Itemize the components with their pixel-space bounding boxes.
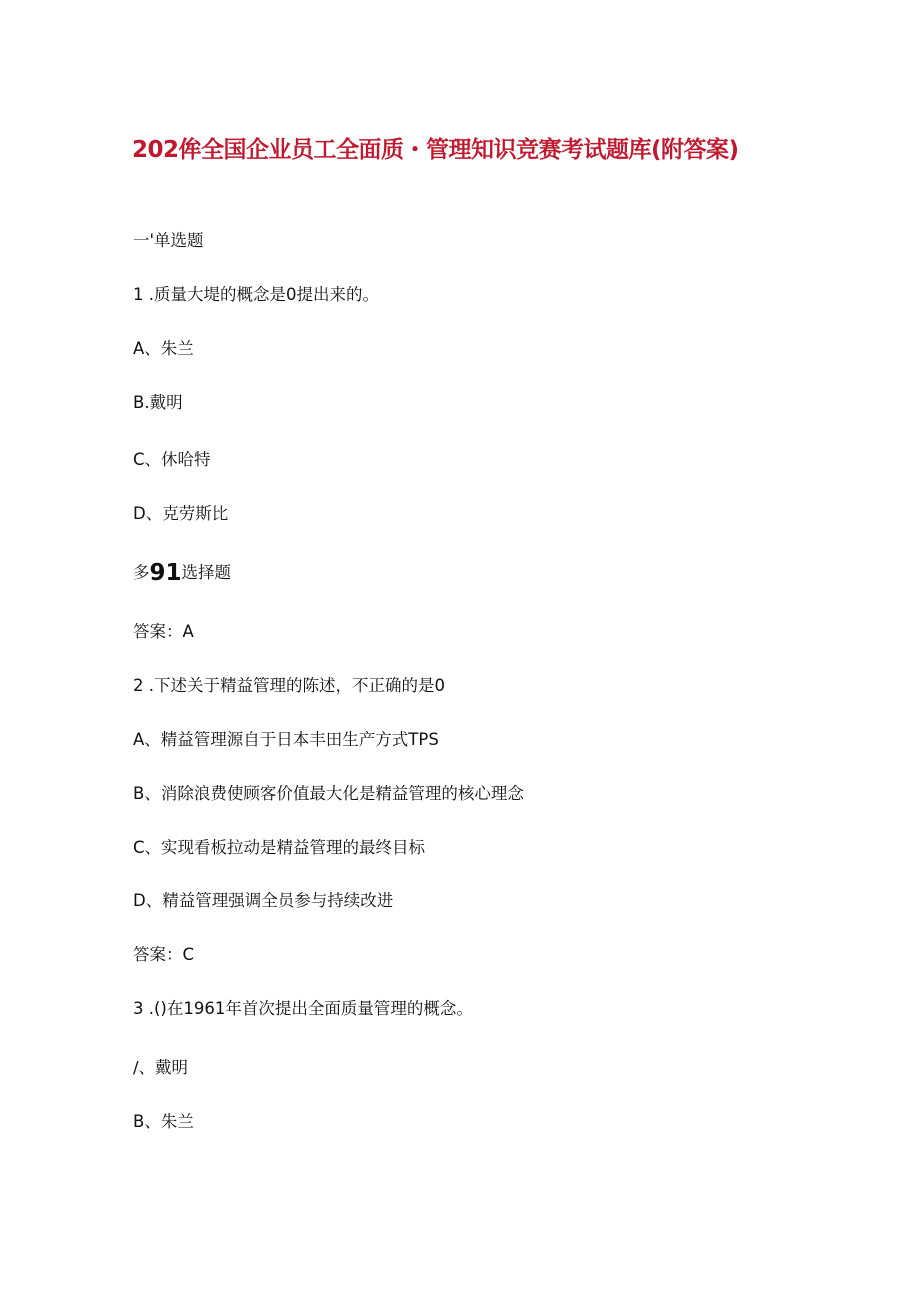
question-1-note bbox=[133, 561, 231, 585]
question-2-option-b: B、消除浪费使顾客价值最大化是精益管理的核心理念 bbox=[133, 784, 524, 803]
note-number: 91 bbox=[149, 560, 182, 586]
question-1-option-c: C、休哈特 bbox=[133, 450, 211, 469]
question-1-answer: 答案：A bbox=[133, 622, 194, 641]
question-1-option-a: A、朱兰 bbox=[133, 339, 194, 358]
document-title: 202侔全国企业员工全面质・管理知识竞赛考试题库(附答案) bbox=[132, 137, 739, 163]
section-heading: 一'单选题 bbox=[133, 231, 204, 250]
question-2-answer: 答案：C bbox=[133, 945, 195, 964]
question-2-option-a: A、精益管理源自于日本丰田生产方式TPS bbox=[133, 730, 439, 749]
question-1-option-b: B.戴明 bbox=[133, 393, 183, 412]
question-1-option-d: D、克劳斯比 bbox=[133, 504, 229, 523]
question-3-option-a: ∕、戴明 bbox=[133, 1058, 189, 1077]
note-prefix: 多 bbox=[133, 563, 150, 582]
question-2-stem: 2 .下述关于精益管理的陈述，不正确的是0 bbox=[133, 676, 445, 695]
question-1-stem: 1 .质量大堤的概念是0提出来的。 bbox=[133, 285, 379, 304]
question-3-stem: 3 .()在1961年首次提出全面质量管理的概念。 bbox=[133, 999, 473, 1018]
question-2-option-c: C、实现看板拉动是精益管理的最终目标 bbox=[133, 838, 426, 857]
question-3-option-b: B、朱兰 bbox=[133, 1112, 194, 1131]
note-suffix: 选择题 bbox=[181, 563, 232, 582]
question-2-option-d: D、精益管理强调全员参与持续改进 bbox=[133, 891, 394, 910]
